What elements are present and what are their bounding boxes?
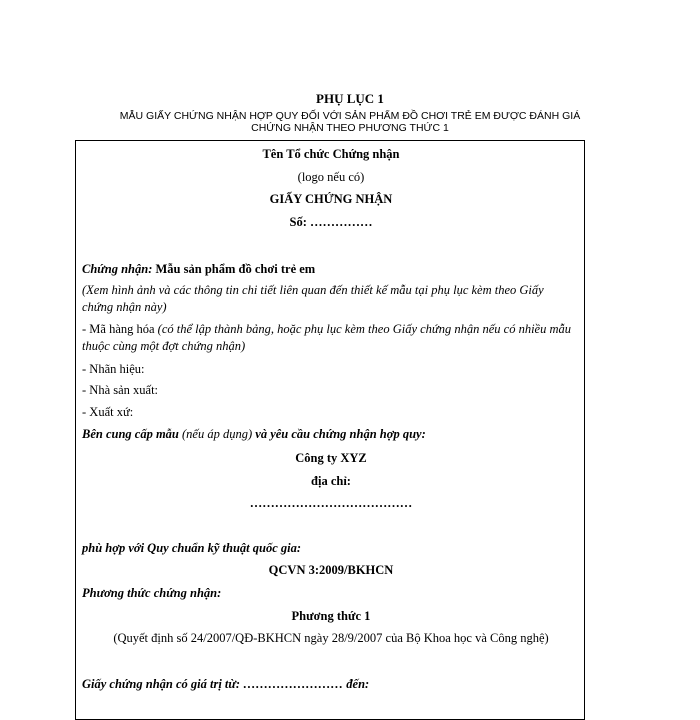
- image-note: (Xem hình ảnh và các thông tin chi tiết liên quan đến thiết kế mẫu tại phụ lục kèm theo Giấy chứng nhận này): [82, 283, 544, 314]
- certificate-frame: [75, 140, 585, 720]
- supplier-line: [82, 427, 426, 442]
- address-dots: …………………………………: [249, 496, 413, 510]
- method-value: Phương thức 1: [291, 609, 371, 623]
- certified-label: Chứng nhận:: [82, 262, 153, 276]
- certificate-number: Số: ……………: [289, 215, 373, 229]
- address-label: địa chỉ:: [311, 474, 351, 488]
- item-code-line: [82, 321, 572, 355]
- decision-note: (Quyết định số 24/2007/QĐ-BKHCN ngày 28/9/2007 của Bộ Khoa học và Công nghệ): [113, 631, 549, 645]
- manufacturer-label: - Nhà sản xuất:: [82, 383, 159, 397]
- supplier-label-c: và yêu cầu chứng nhận hợp quy:: [255, 427, 426, 441]
- form-heading: [80, 110, 620, 134]
- supplier-label-b: (nếu áp dụng): [182, 427, 253, 441]
- certified-line: [82, 262, 315, 277]
- certified-value: Mẫu sản phẩm đồ chơi trẻ em: [155, 262, 316, 276]
- certificate-title: GIẤY CHỨNG NHẬN: [269, 192, 393, 206]
- company-name: Công ty XYZ: [295, 451, 367, 465]
- method-label: Phương thức chứng nhận:: [82, 586, 222, 600]
- item-code-note: (có thể lập thành bảng, hoặc phụ lục kèm theo Giấy chứng nhận nếu có nhiều mẫu thuộc cùng một đợt chứng nhận): [82, 322, 571, 353]
- validity-label: Giấy chứng nhận có giá trị từ: …………………… đến:: [82, 677, 370, 691]
- form-title-line-1: MẪU GIẤY CHỨNG NHẬN HỢP QUY ĐỐI VỚI SẢN PHẨM ĐỒ CHƠI TRẺ EM ĐƯỢC ĐÁNH GIÁ: [119, 110, 581, 122]
- origin-label: - Xuất xứ:: [82, 405, 134, 419]
- org-name: Tên Tổ chức Chứng nhận: [262, 147, 400, 161]
- logo-note: (logo nếu có): [297, 170, 365, 184]
- form-title-line-2: CHỨNG NHẬN THEO PHƯƠNG THỨC 1: [251, 122, 449, 134]
- item-code-label: - Mã hàng hóa: [82, 322, 155, 336]
- conformity-label: phù hợp với Quy chuẩn kỹ thuật quốc gia:: [82, 541, 302, 555]
- brand-label: - Nhãn hiệu:: [82, 362, 145, 376]
- appendix-title: PHỤ LỤC 1: [316, 91, 384, 106]
- standard-code: QCVN 3:2009/BKHCN: [268, 563, 394, 577]
- supplier-label-a: Bên cung cấp mẫu: [82, 427, 179, 441]
